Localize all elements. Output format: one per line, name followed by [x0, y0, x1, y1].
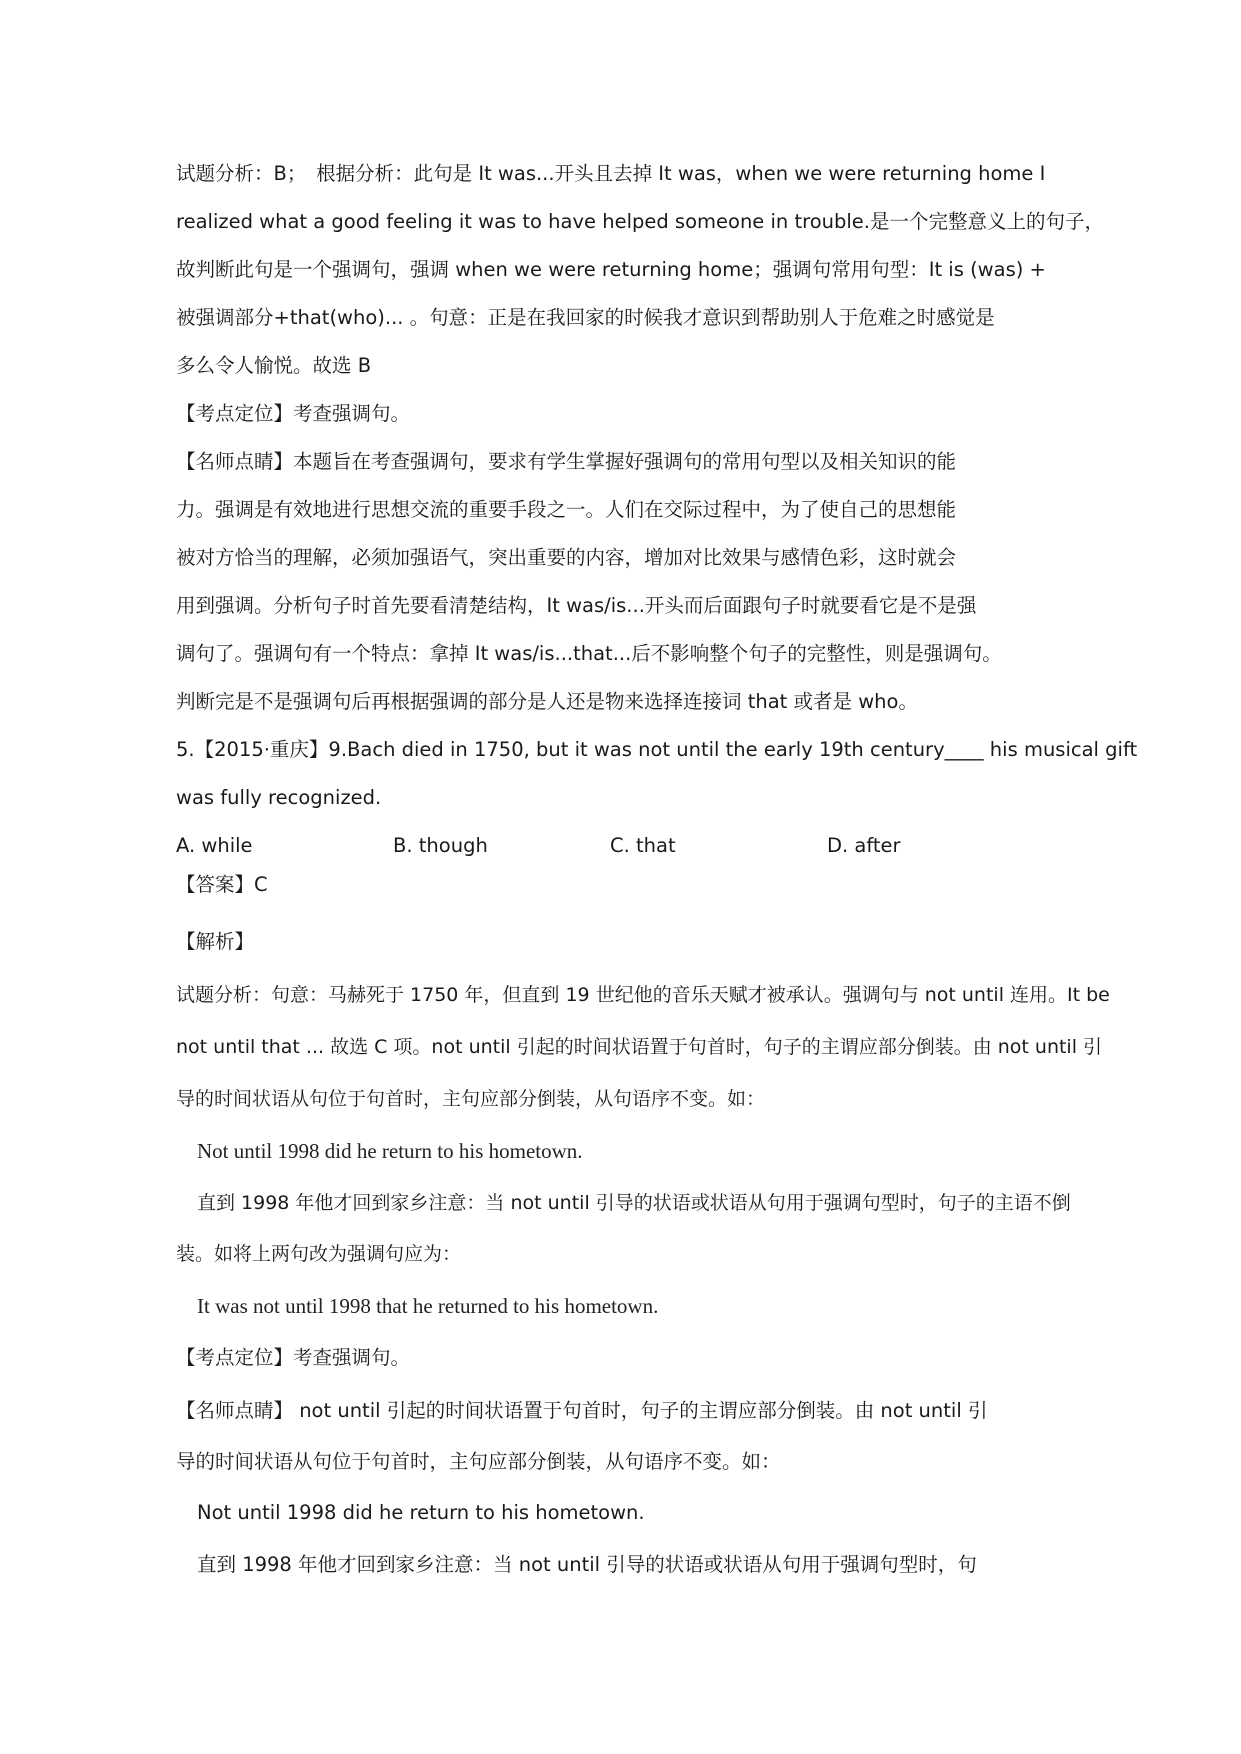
mingshi-line: 力。强调是有效地进行思想交流的重要手段之一。人们在交际过程中，为了使自己的思想能 — [176, 498, 957, 521]
question-text: 5.【2015·重庆】9.Bach died in 1750, but it was not until the early 19th century____ his musical gift — [176, 738, 1138, 761]
kaodian-heading: 【考点定位】考查强调句。 — [176, 402, 411, 425]
note-line: 直到 1998 年他才回到家乡注意：当 not until 引导的状语或状语从句用于强调句型时，句 — [197, 1553, 977, 1576]
jiexi-heading: 【解析】 — [176, 930, 255, 953]
option-b: B. though — [393, 834, 488, 857]
note-line: 装。如将上两句改为强调句应为： — [176, 1243, 462, 1265]
kaodian-heading: 【考点定位】考查强调句。 — [176, 1346, 411, 1369]
analysis-line: 被强调部分+that(who)... 。句意：正是在我回家的时候我才意识到帮助别人于危难之时感觉是 — [176, 306, 995, 329]
analysis-line: not until that ... 故选 C 项。not until 引起的时间状语置于句首时，句子的主谓应部分倒装。由 not until 引 — [176, 1036, 1103, 1058]
mingshi-line: 导的时间状语从句位于句首时，主句应部分倒装，从句语序不变。如： — [176, 1450, 781, 1473]
example-sentence: Not until 1998 did he return to his hometown. — [197, 1501, 645, 1524]
example-sentence: Not until 1998 did he return to his hometown. — [197, 1139, 583, 1163]
mingshi-line: 调句了。强调句有一个特点：拿掉 It was/is...that...后不影响整个句子的完整性，则是强调句。 — [176, 642, 1002, 665]
mingshi-line: 用到强调。分析句子时首先要看清楚结构，It was/is...开头而后面跟句子时就要看它是不是强 — [176, 594, 977, 617]
option-d: D. after — [827, 834, 901, 857]
answer: 【答案】C — [176, 873, 268, 896]
mingshi-line: 判断完是不是强调句后再根据强调的部分是人还是物来选择连接词 that 或者是 who。 — [176, 690, 918, 713]
option-c: C. that — [610, 834, 676, 857]
example-sentence: It was not until 1998 that he returned to his hometown. — [197, 1294, 659, 1318]
question-text: was fully recognized. — [176, 786, 382, 809]
analysis-line: 试题分析：B； 根据分析：此句是 It was...开头且去掉 It was，when we were returning home I — [176, 162, 1046, 185]
mingshi-line: 【名师点睛】 not until 引起的时间状语置于句首时，句子的主谓应部分倒装。由 not until 引 — [176, 1399, 988, 1422]
mingshi-line: 被对方恰当的理解，必须加强语气，突出重要的内容，增加对比效果与感情色彩，这时就会 — [176, 546, 957, 569]
analysis-line: 导的时间状语从句位于句首时，主句应部分倒装，从句语序不变。如： — [176, 1088, 766, 1110]
analysis-line: 多么令人愉悦。故选 B — [176, 354, 372, 377]
analysis-line: 试题分析：句意：马赫死于 1750 年，但直到 19 世纪他的音乐天赋才被承认。强调句与 not until 连用。It be — [176, 984, 1110, 1006]
mingshi-line: 【名师点睛】本题旨在考查强调句，要求有学生掌握好强调句的常用句型以及相关知识的能 — [176, 450, 957, 473]
analysis-line: 故判断此句是一个强调句，强调 when we were returning home；强调句常用句型：It is (was) + — [176, 258, 1046, 281]
note-line: 直到 1998 年他才回到家乡注意：当 not until 引导的状语或状语从句用于强调句型时，句子的主语不倒 — [197, 1192, 1071, 1214]
option-a: A. while — [176, 834, 253, 857]
analysis-line: realized what a good feeling it was to have helped someone in trouble.是一个完整意义上的句子， — [176, 210, 1104, 233]
